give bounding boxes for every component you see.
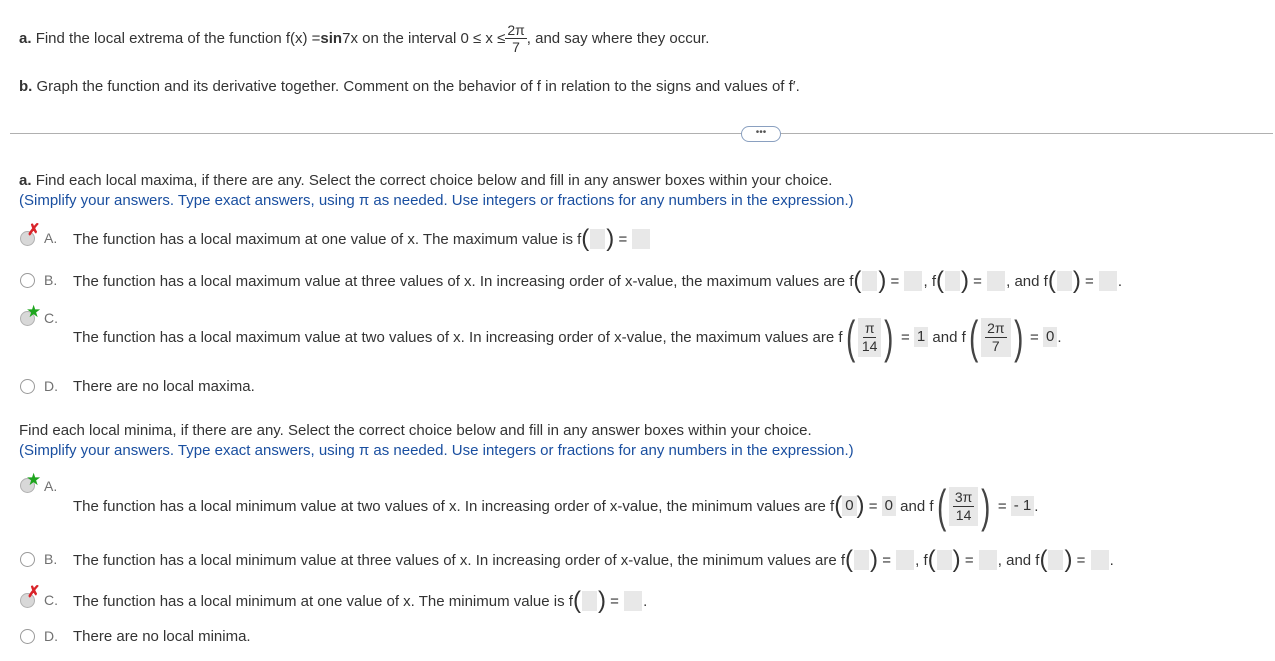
- minima-choice-c-text: The function has a local minimum at one value of x. The minimum value is f: [73, 592, 573, 610]
- paren-close: ): [1013, 311, 1023, 363]
- paren-open: (: [1047, 267, 1056, 294]
- paren-close: ): [952, 546, 961, 573]
- paren-open: (: [936, 480, 946, 532]
- paren-open: (: [853, 267, 862, 294]
- equals-sign: =: [618, 230, 628, 248]
- maxima-choice-a-letter: A.: [44, 230, 58, 246]
- maxima-choice-b-letter: B.: [44, 272, 58, 288]
- more-button[interactable]: •••: [741, 126, 781, 142]
- maxima-hint: (Simplify your answers. Type exact answers, using π as needed. Use integers or fractions for any numbers in the expression.): [19, 192, 854, 209]
- minima-a-v2-input[interactable]: - 1: [1011, 496, 1035, 516]
- maxima-choice-b-radio[interactable]: [20, 273, 35, 288]
- minima-a-v1-input[interactable]: 0: [882, 496, 896, 516]
- part-b-label: b.: [19, 78, 33, 95]
- comma-and-f: , and f: [1006, 272, 1048, 290]
- minima-choice-b: [73, 548, 1114, 572]
- paren-close: ): [856, 492, 865, 519]
- equals-sign: =: [997, 497, 1007, 515]
- paren-close: ): [1064, 546, 1073, 573]
- maxima-a-x-input[interactable]: [590, 229, 605, 249]
- equals-sign: =: [1084, 272, 1094, 290]
- minima-choice-c: [73, 589, 647, 613]
- maxima-c-v2-input[interactable]: 0: [1043, 327, 1057, 347]
- maxima-prompt-text: Find each local maxima, if there are any. Select the correct choice below and fill in any answer boxes within your choice.: [35, 172, 833, 189]
- minima-a-x2-den: 14: [955, 506, 972, 523]
- part-a-text-1: Find the local extrema of the function f(x) =: [35, 29, 321, 47]
- minima-b-v2-input[interactable]: [979, 550, 997, 570]
- maxima-c-v1-input[interactable]: 1: [914, 327, 928, 347]
- maxima-b-v2-input[interactable]: [987, 271, 1005, 291]
- incorrect-x-icon: ✗: [27, 584, 41, 601]
- maxima-choice-d-radio[interactable]: [20, 379, 35, 394]
- maxima-prompt-label: a.: [19, 172, 32, 189]
- minima-choice-a-text: The function has a local minimum value at two values of x. In increasing order of x-value, the minimum values are f: [73, 497, 835, 515]
- maxima-b-x1-input[interactable]: [862, 271, 877, 291]
- paren-open: (: [581, 225, 590, 252]
- and-f: and f: [900, 497, 934, 515]
- paren-open: (: [845, 546, 854, 573]
- minima-choice-d-text: There are no local minima.: [73, 628, 251, 645]
- paren-open: (: [834, 492, 843, 519]
- paren-open: (: [1039, 546, 1048, 573]
- period: .: [1117, 272, 1123, 290]
- equals-sign: =: [610, 592, 619, 610]
- minima-choice-a: [73, 481, 1038, 531]
- minima-b-x2-input[interactable]: [937, 550, 952, 570]
- comma-and-f: , and f: [997, 551, 1040, 569]
- minima-a-x2-input[interactable]: [949, 487, 978, 526]
- minima-c-x-input[interactable]: [582, 591, 597, 611]
- paren-close: ): [1072, 267, 1081, 294]
- interval-num: 2π: [507, 21, 525, 38]
- comma-f: , f: [923, 272, 936, 290]
- maxima-a-value-input[interactable]: [632, 229, 650, 249]
- part-b-text: Graph the function and its derivative together. Comment on the behavior of f in relation to the signs and values of f′.: [36, 78, 800, 95]
- minima-b-v1-input[interactable]: [896, 550, 914, 570]
- maxima-c-x1-input[interactable]: [858, 318, 882, 357]
- paren-open: (: [936, 267, 944, 294]
- maxima-choice-d-letter: D.: [44, 378, 58, 394]
- period: .: [1034, 497, 1039, 515]
- maxima-b-v1-input[interactable]: [904, 271, 922, 291]
- maxima-c-x2-num: 2π: [987, 319, 1005, 336]
- minima-a-x2-num: 3π: [954, 488, 973, 505]
- period: .: [643, 592, 648, 610]
- equals-sign: =: [890, 272, 900, 290]
- minima-a-x1-input[interactable]: 0: [842, 496, 856, 516]
- minima-choice-d-letter: D.: [44, 628, 58, 644]
- equals-sign: =: [1030, 328, 1039, 346]
- part-a-label: a.: [19, 29, 32, 47]
- comma-f: , f: [915, 551, 928, 569]
- paren-close: ): [597, 587, 606, 614]
- problem-part-b: [19, 78, 800, 95]
- equals-sign: =: [900, 328, 910, 346]
- maxima-prompt: [19, 172, 832, 189]
- equals-sign: =: [964, 551, 974, 569]
- paren-close: ): [606, 225, 615, 252]
- minima-b-x1-input[interactable]: [854, 550, 869, 570]
- period: .: [1057, 328, 1062, 346]
- minima-b-x3-input[interactable]: [1048, 550, 1063, 570]
- equals-sign: =: [882, 551, 891, 569]
- minima-choice-c-letter: C.: [44, 592, 58, 608]
- paren-close: ): [961, 267, 969, 294]
- correct-star-icon: ★: [26, 302, 42, 321]
- paren-close: ): [981, 480, 991, 532]
- minima-choice-b-letter: B.: [44, 551, 58, 567]
- equals-sign: =: [1076, 551, 1086, 569]
- minima-c-value-input[interactable]: [624, 591, 642, 611]
- minima-choice-b-text: The function has a local minimum value at three values of x. In increasing order of x-value, the minimum values are f: [73, 551, 846, 569]
- equals-sign: =: [973, 272, 982, 290]
- paren-open: (: [927, 546, 936, 573]
- maxima-c-x2-input[interactable]: [981, 318, 1010, 357]
- paren-close: ): [878, 267, 887, 294]
- maxima-choice-c: [73, 312, 1062, 362]
- part-a-func: sin: [320, 29, 343, 47]
- paren-open: (: [968, 311, 979, 363]
- section-divider: [10, 133, 1273, 134]
- part-a-text-3: , and say where they occur.: [526, 29, 710, 47]
- part-a-text-2: 7x on the interval 0 ≤ x ≤: [342, 29, 506, 47]
- maxima-b-x3-input[interactable]: [1057, 271, 1072, 291]
- maxima-choice-c-text: The function has a local maximum value at two values of x. In increasing order of x-value, the maximum values are f: [73, 328, 843, 346]
- maxima-choice-c-letter: C.: [44, 310, 58, 326]
- correct-star-icon: ★: [26, 470, 42, 489]
- maxima-c-x1-num: π: [864, 319, 875, 336]
- period: .: [1109, 551, 1114, 569]
- minima-hint: (Simplify your answers. Type exact answers, using π as needed. Use integers or fractions for any numbers in the expression.): [19, 442, 854, 459]
- paren-open: (: [572, 587, 581, 614]
- maxima-b-v3-input[interactable]: [1099, 271, 1117, 291]
- interval-fraction: [505, 22, 526, 55]
- maxima-choice-a-text: The function has a local maximum at one value of x. The maximum value is f: [73, 230, 582, 248]
- incorrect-x-icon: ✗: [27, 222, 41, 239]
- paren-open: (: [845, 311, 855, 363]
- problem-part-a: [19, 16, 709, 60]
- maxima-choice-d-text: There are no local maxima.: [73, 378, 255, 395]
- minima-choice-d-radio[interactable]: [20, 629, 35, 644]
- maxima-choice-a: [73, 227, 651, 251]
- and-f: and f: [932, 328, 966, 346]
- maxima-choice-b-text: The function has a local maximum value at three values of x. In increasing order of x-value, the maximum values are f: [73, 272, 854, 290]
- minima-choice-b-radio[interactable]: [20, 552, 35, 567]
- paren-close: ): [884, 311, 894, 363]
- maxima-choice-b: [73, 269, 1122, 293]
- maxima-c-x1-den: 14: [861, 337, 878, 354]
- minima-prompt: Find each local minima, if there are any. Select the correct choice below and fill in any answer boxes within your choice.: [19, 422, 812, 439]
- minima-choice-a-letter: A.: [44, 478, 58, 494]
- interval-den: 7: [512, 38, 520, 55]
- equals-sign: =: [868, 497, 878, 515]
- minima-b-v3-input[interactable]: [1091, 550, 1109, 570]
- maxima-b-x2-input[interactable]: [945, 271, 960, 291]
- paren-close: ): [870, 546, 879, 573]
- maxima-c-x2-den: 7: [991, 337, 1000, 354]
